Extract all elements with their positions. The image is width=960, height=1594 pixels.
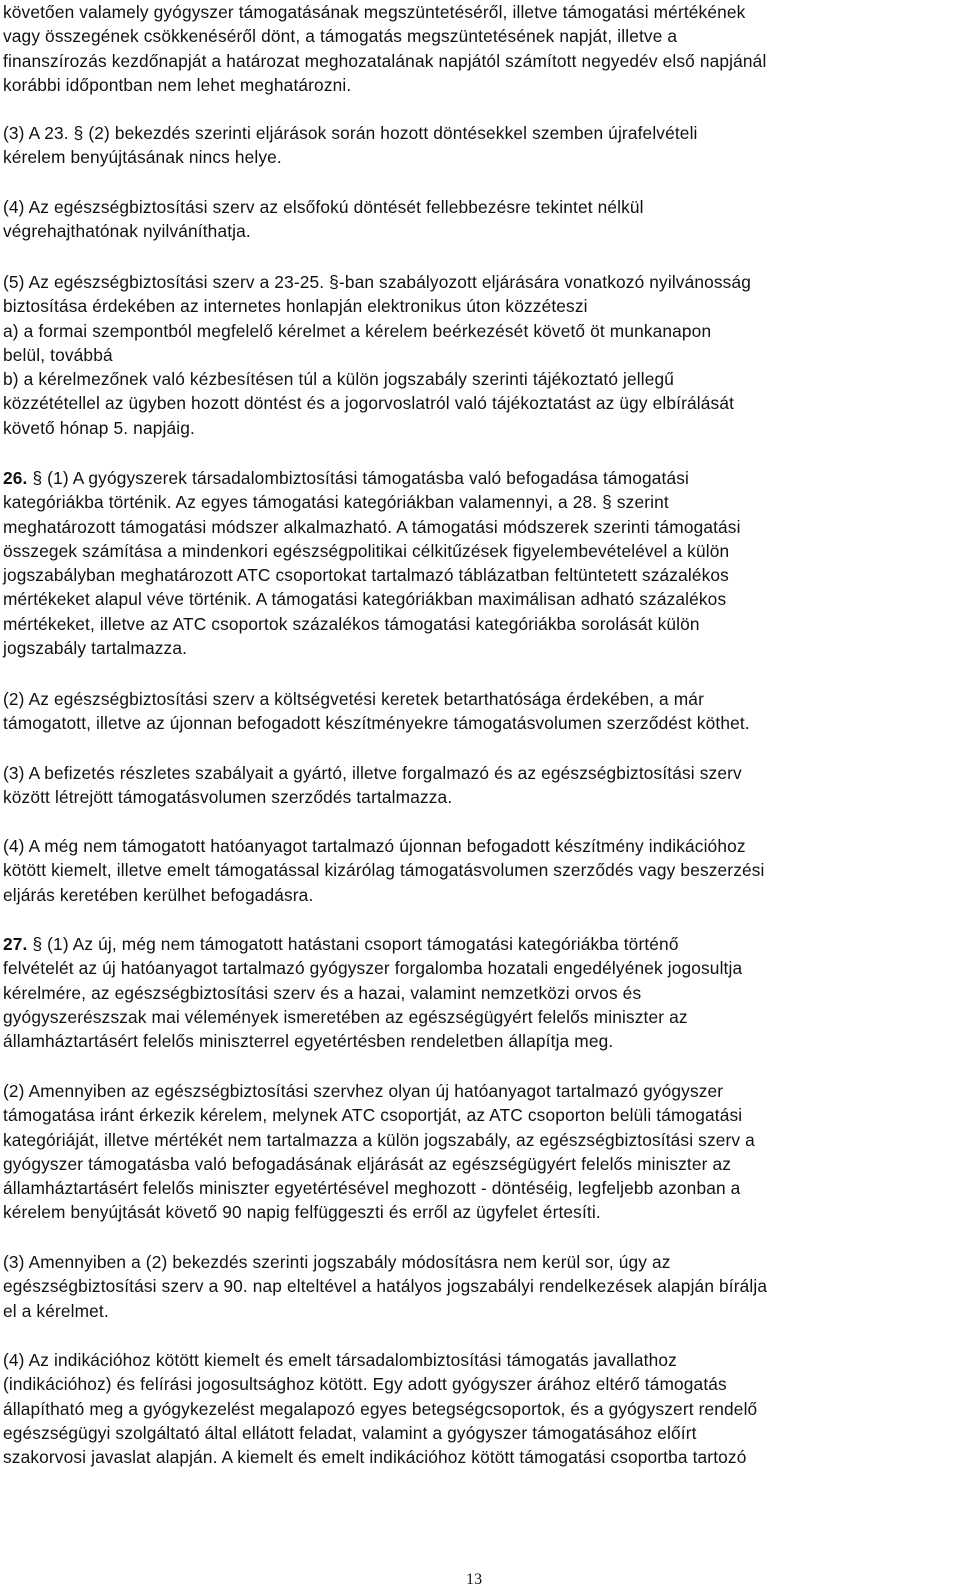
text-line: vagy összegének csökkenéséről dönt, a támogatás megszüntetésének napját, illetve a xyxy=(3,26,678,47)
text-line: követően valamely gyógyszer támogatásának megszüntetéséről, illetve támogatási mértékének xyxy=(3,2,746,22)
section-26-paragraph-2 xyxy=(3,687,941,736)
text-line: (4) Az egészségbiztosítási szerv az elsőfokú döntését fellebbezésre tekintet nélkül xyxy=(3,197,644,217)
text-line: kérelem benyújtásának nincs helye. xyxy=(3,147,282,168)
text-line: korábbi időpontban nem lehet meghatározni. xyxy=(3,74,352,95)
section-number: 27. xyxy=(3,934,28,954)
text-line: finanszírozás kezdőnapját a határozat meghozatalának napjától számított negyedév első napjánál xyxy=(3,50,767,71)
text-line: b) a kérelmezőnek való kézbesítésen túl a külön jogszabály szerinti tájékoztató jellegű xyxy=(3,369,675,390)
text-line: támogatott, illetve az újonnan befogadott készítményekre támogatásvolumen szerződést köthet. xyxy=(3,713,750,734)
text-line: gyógyszerészszak mai vélemények ismeretében az egészségügyért felelős miniszter az xyxy=(3,1006,688,1027)
text-line: el a kérelmet. xyxy=(3,1300,109,1321)
text-line: összegek számítása a mindenkori egészségpolitikai célkitűzések figyelembevételével a külön xyxy=(3,540,730,561)
text-line: (3) A 23. § (2) bekezdés szerinti eljárások során hozott döntésekkel szemben újrafelvételi xyxy=(3,123,698,143)
text-line: követő hónap 5. napjáig. xyxy=(3,417,195,438)
text-line: állapítható meg a gyógykezelést megalapozó egyes betegségcsoportok, és a gyógyszert rendelő xyxy=(3,1398,758,1419)
text-line: végrehajthatónak nyilváníthatja. xyxy=(3,221,251,242)
section-27-paragraph-4 xyxy=(3,1348,941,1469)
text-line: kérelmére, az egészségbiztosítási szerv és a hazai, valamint nemzetközi orvos és xyxy=(3,982,642,1003)
text-line: (4) A még nem támogatott hatóanyagot tartalmazó újonnan befogadott készítmény indikációhoz xyxy=(3,836,746,856)
text-line: § (1) A gyógyszerek társadalombiztosítási támogatásba való befogadása támogatási xyxy=(32,468,690,488)
text-line: (5) Az egészségbiztosítási szerv a 23-25. §-ban szabályozott eljárására vonatkozó nyilvánosság xyxy=(3,272,751,292)
text-line: államháztartásért felelős miniszter egyetértésével meghozott - döntéséig, legfeljebb azonban a xyxy=(3,1178,741,1199)
text-line: belül, továbbá xyxy=(3,344,113,365)
section-26-paragraph-4 xyxy=(3,834,941,907)
text-line: gyógyszer támogatásba való befogadásának eljárását az egészségügyért felelős miniszter az xyxy=(3,1153,732,1174)
section-27-paragraph-2 xyxy=(3,1079,941,1225)
text-line: között létrejött támogatásvolumen szerződés tartalmazza. xyxy=(3,787,453,808)
paragraph-25-3 xyxy=(3,121,941,170)
text-line: (3) A befizetés részletes szabályait a gyártó, illetve forgalmazó és az egészségbiztosítási szerv xyxy=(3,763,742,783)
text-line: biztosítása érdekében az internetes honlapján elektronikus úton közzéteszi xyxy=(3,296,588,317)
text-line: mértékeket alapul véve történik. A támogatási kategóriákban maximálisan adható százalékos xyxy=(3,589,727,610)
text-line: mértékeket, illetve az ATC csoportok százalékos támogatási kategóriákba sorolását külön xyxy=(3,613,700,634)
text-line: meghatározott támogatási módszer alkalmazható. A támogatási módszerek szerinti támogatási xyxy=(3,516,741,537)
text-line: szakorvosi javaslat alapján. A kiemelt és emelt indikációhoz kötött támogatási csoportba tartozó xyxy=(3,1447,747,1468)
section-27-paragraph-3 xyxy=(3,1250,941,1323)
text-line: támogatása iránt érkezik kérelem, melynek ATC csoportját, az ATC csoporton belüli támogatási xyxy=(3,1105,743,1126)
text-line: egészségügyi szolgáltató által ellátott feladat, valamint a gyógyszer támogatásához előírt xyxy=(3,1422,697,1443)
text-line: kérelem benyújtását követő 90 napig felfüggeszti és erről az ügyfelet értesíti. xyxy=(3,1202,601,1223)
text-line: a) a formai szempontból megfelelő kérelmet a kérelem beérkezését követő öt munkanapon xyxy=(3,320,712,341)
paragraph-continuation xyxy=(3,0,941,97)
text-line: közzététellel az ügyben hozott döntést és a jogorvoslatról való tájékoztatást az ügy elbírálását xyxy=(3,393,735,414)
text-line: kategóriáját, illetve mértékét nem tartalmazza a külön jogszabály, az egészségbiztosítási szerv a xyxy=(3,1129,755,1150)
section-27-paragraph-1 xyxy=(3,932,941,1053)
text-line: jogszabály tartalmazza. xyxy=(3,638,188,659)
text-line: (4) Az indikációhoz kötött kiemelt és emelt társadalombiztosítási támogatás javallathoz xyxy=(3,1350,677,1370)
section-26-paragraph-1 xyxy=(3,466,941,660)
text-line: (3) Amennyiben a (2) bekezdés szerinti jogszabály módosításra nem kerül sor, úgy az xyxy=(3,1252,671,1272)
section-number: 26. xyxy=(3,468,28,488)
page-number: 13 xyxy=(466,1571,483,1588)
text-line: államháztartásért felelős miniszterrel egyetértésben rendeletben állapítja meg. xyxy=(3,1031,614,1052)
text-line: (2) Amennyiben az egészségbiztosítási szervhez olyan új hatóanyagot tartalmazó gyógyszer xyxy=(3,1081,724,1101)
paragraph-25-5 xyxy=(3,270,941,440)
paragraph-25-4 xyxy=(3,195,941,244)
text-line: (2) Az egészségbiztosítási szerv a költségvetési keretek betarthatósága érdekében, a már xyxy=(3,689,704,709)
text-line: kötött kiemelt, illetve emelt támogatással kizárólag támogatásvolumen szerződés vagy beszerzési xyxy=(3,860,765,881)
text-line: kategóriákba történik. Az egyes támogatási kategóriákban valamennyi, a 28. § szerint xyxy=(3,492,669,513)
text-line: (indikációhoz) és felírási jogosultsághoz kötött. Egy adott gyógyszer árához eltérő támogatás xyxy=(3,1374,727,1395)
text-line: egészségbiztosítási szerv a 90. nap elteltével a hatályos jogszabályi rendelkezések alapján bírálja xyxy=(3,1276,768,1297)
text-line: eljárás keretében kerülhet befogadásra. xyxy=(3,884,314,905)
text-line: jogszabályban meghatározott ATC csoportokat tartalmazó táblázatban feltüntetett százalékos xyxy=(3,565,729,586)
text-line: § (1) Az új, még nem támogatott hatástani csoport támogatási kategóriákba történő xyxy=(32,934,679,954)
text-line: felvételét az új hatóanyagot tartalmazó gyógyszer forgalomba hozatali engedélyének jogosultja xyxy=(3,958,743,979)
section-26-paragraph-3 xyxy=(3,761,941,810)
